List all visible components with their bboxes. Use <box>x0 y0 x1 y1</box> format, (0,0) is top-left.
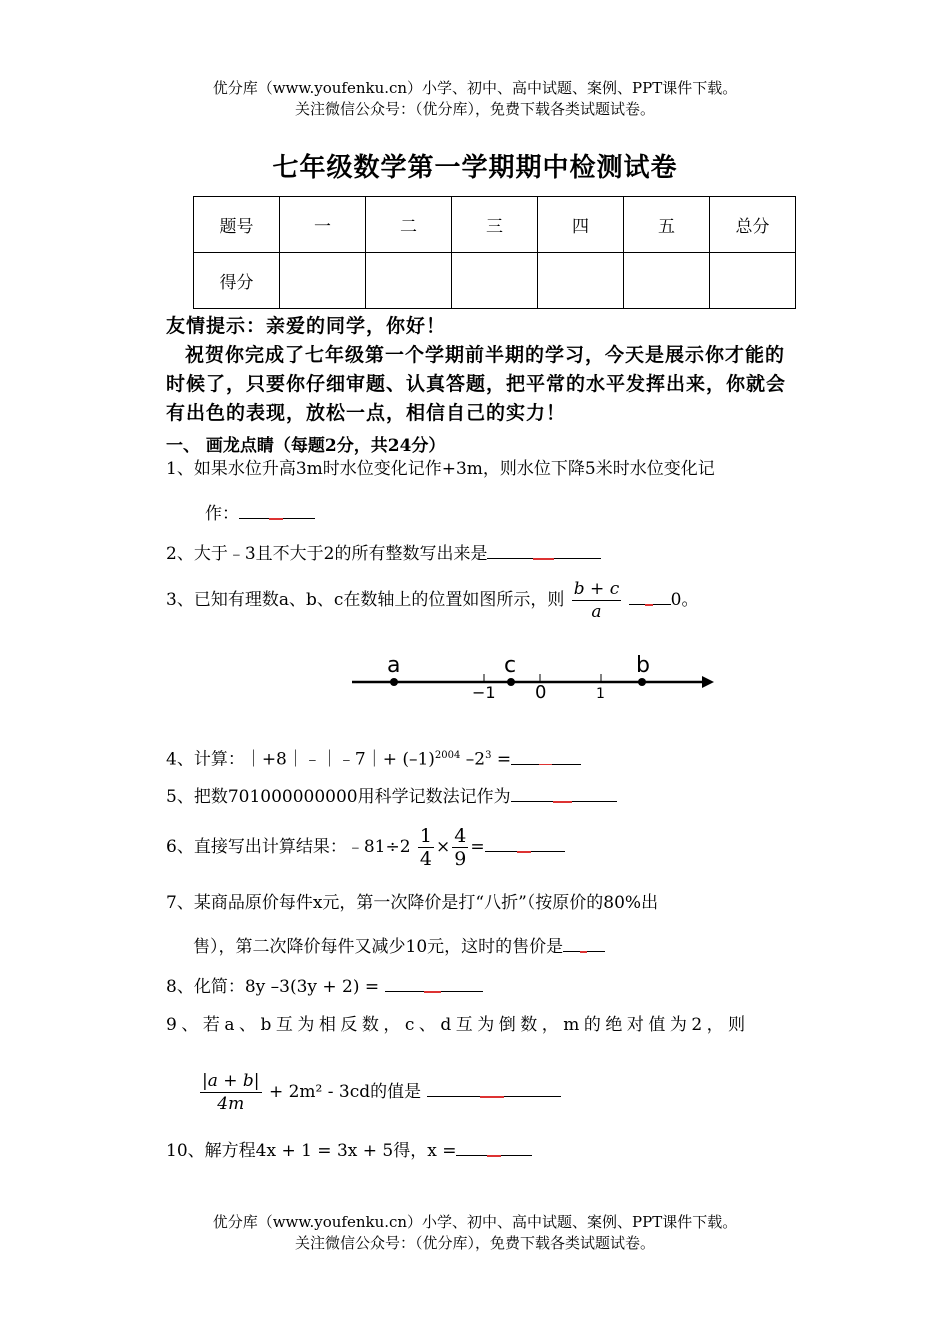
point-a <box>390 678 398 686</box>
question-1-label: 作： <box>205 504 239 524</box>
answer-blank-4[interactable] <box>511 748 581 765</box>
question-5-text: 5、把数701000000000用科学记数法记作为 <box>166 787 511 807</box>
score-cell: 二 <box>366 197 452 253</box>
header-line-2: 关注微信公众号：（优分库），免费下载各类试题试卷。 <box>294 100 655 118</box>
question-8-text: 8、化简：8y –3(3y + 2) = <box>166 977 380 997</box>
answer-blank-2[interactable] <box>487 542 601 559</box>
answer-blank-3[interactable] <box>629 588 671 605</box>
point-label-a: a <box>387 653 401 678</box>
question-7-line-1: 7、某商品原价每件x元，第一次降价是打“八折”（按原价的80%出 <box>166 893 659 913</box>
question-4 <box>166 745 581 771</box>
number-line-arrow <box>702 676 714 688</box>
times-sign: × <box>436 837 451 857</box>
tick-label: −1 <box>472 683 496 702</box>
question-8 <box>166 975 483 998</box>
question-6-fraction-2 <box>452 825 468 870</box>
score-cell: 一 <box>280 197 366 253</box>
number-line-figure <box>340 650 730 705</box>
question-5 <box>166 785 617 808</box>
question-7-line-2 <box>193 935 605 958</box>
question-6 <box>166 825 565 870</box>
question-4-text: 4、计算：｜+8｜﹣｜﹣7｜+ (–1) <box>166 749 435 770</box>
page-title: 七年级数学第一学期期中检测试卷 <box>272 153 678 183</box>
fraction-denominator: a <box>591 602 602 622</box>
answer-blank-8[interactable] <box>385 975 483 992</box>
score-cell: 总分 <box>710 197 796 253</box>
score-table-header-row <box>194 197 796 253</box>
score-entry-cell[interactable] <box>538 253 624 309</box>
answer-blank-6[interactable] <box>485 835 565 852</box>
exponent: 3 <box>485 750 492 761</box>
fraction-numerator: b + c <box>573 579 620 599</box>
answer-blank-5[interactable] <box>511 785 617 802</box>
score-cell: 得分 <box>194 253 280 309</box>
footer-line-1: 优分库（www.youfenku.cn）小学、初中、高中试题、案例、PPT课件下载。 <box>212 1213 738 1231</box>
question-7-text: 售），第二次降价每件又减少10元，这时的售价是 <box>193 937 564 957</box>
question-4-mid: –2 <box>460 749 486 770</box>
score-entry-cell[interactable] <box>710 253 796 309</box>
fraction-denominator: 4m <box>217 1094 245 1114</box>
question-3-tail: 0。 <box>670 590 699 610</box>
question-10-text: 10、解方程4x + 1 = 3x + 5得，x = <box>166 1141 457 1161</box>
question-9-line-1: 9、若a、b互为相反数，c、d互为倒数，m的绝对值为2，则 <box>166 1015 750 1035</box>
question-3 <box>166 578 698 623</box>
score-entry-cell[interactable] <box>366 253 452 309</box>
question-6-fraction-1 <box>418 825 434 870</box>
question-4-tail: = <box>491 749 512 770</box>
score-cell: 题号 <box>194 197 280 253</box>
question-1-line-1: 1、如果水位升高3m时水位变化记作+3m，则水位下降5米时水位变化记 <box>166 459 715 479</box>
fraction-numerator: |a + b| <box>202 1071 260 1091</box>
section-heading: 一、 画龙点睛（每题2分，共24分） <box>166 436 446 456</box>
answer-blank-10[interactable] <box>456 1139 532 1156</box>
equals-sign: = <box>470 837 485 857</box>
point-label-c: c <box>504 653 517 678</box>
fraction-denominator: 9 <box>454 848 467 870</box>
tick-label: 0 <box>535 682 547 703</box>
question-9-text: + 2m² - 3cd的值是 <box>268 1082 422 1102</box>
question-2-text: 2、大于﹣3且不大于2的所有整数写出来是 <box>166 544 488 564</box>
question-3-fraction <box>572 578 621 623</box>
answer-blank-9[interactable] <box>427 1080 561 1097</box>
footer-line-2: 关注微信公众号：（优分库），免费下载各类试题试卷。 <box>294 1234 655 1252</box>
score-cell: 三 <box>452 197 538 253</box>
score-table <box>193 196 796 309</box>
score-cell: 五 <box>624 197 710 253</box>
tip-heading: 友情提示：亲爱的同学，你好！ <box>166 315 447 337</box>
tick-label: 1 <box>596 686 605 702</box>
header-line-1: 优分库（www.youfenku.cn）小学、初中、高中试题、案例、PPT课件下载。 <box>212 79 738 97</box>
answer-blank-1[interactable] <box>239 502 315 519</box>
score-entry-cell[interactable] <box>280 253 366 309</box>
exponent: 2004 <box>434 750 461 761</box>
question-2 <box>166 542 601 565</box>
answer-blank-7[interactable] <box>563 935 605 952</box>
fraction-numerator: 4 <box>454 825 467 847</box>
tip-body: 祝贺你完成了七年级第一个学期前半期的学习，今天是展示你才能的时候了，只要你仔细审题、认真答题，把平常的水平发挥出来，你就会有出色的表现，放松一点，相信自己的实力！ <box>166 344 787 424</box>
score-cell: 四 <box>538 197 624 253</box>
question-1-line-2 <box>205 502 315 525</box>
question-6-text: 6、直接写出计算结果：﹣81÷2 <box>166 837 411 857</box>
question-10 <box>166 1139 532 1162</box>
question-9-fraction <box>200 1070 262 1115</box>
score-entry-cell[interactable] <box>452 253 538 309</box>
question-3-text: 3、已知有理数a、b、c在数轴上的位置如图所示，则 <box>166 590 565 610</box>
point-c <box>507 678 515 686</box>
fraction-numerator: 1 <box>419 825 433 847</box>
point-label-b: b <box>636 653 650 678</box>
score-entry-cell[interactable] <box>624 253 710 309</box>
fraction-denominator: 4 <box>419 848 433 870</box>
point-b <box>638 678 646 686</box>
question-9-line-2 <box>198 1070 561 1115</box>
score-table-score-row <box>194 253 796 309</box>
